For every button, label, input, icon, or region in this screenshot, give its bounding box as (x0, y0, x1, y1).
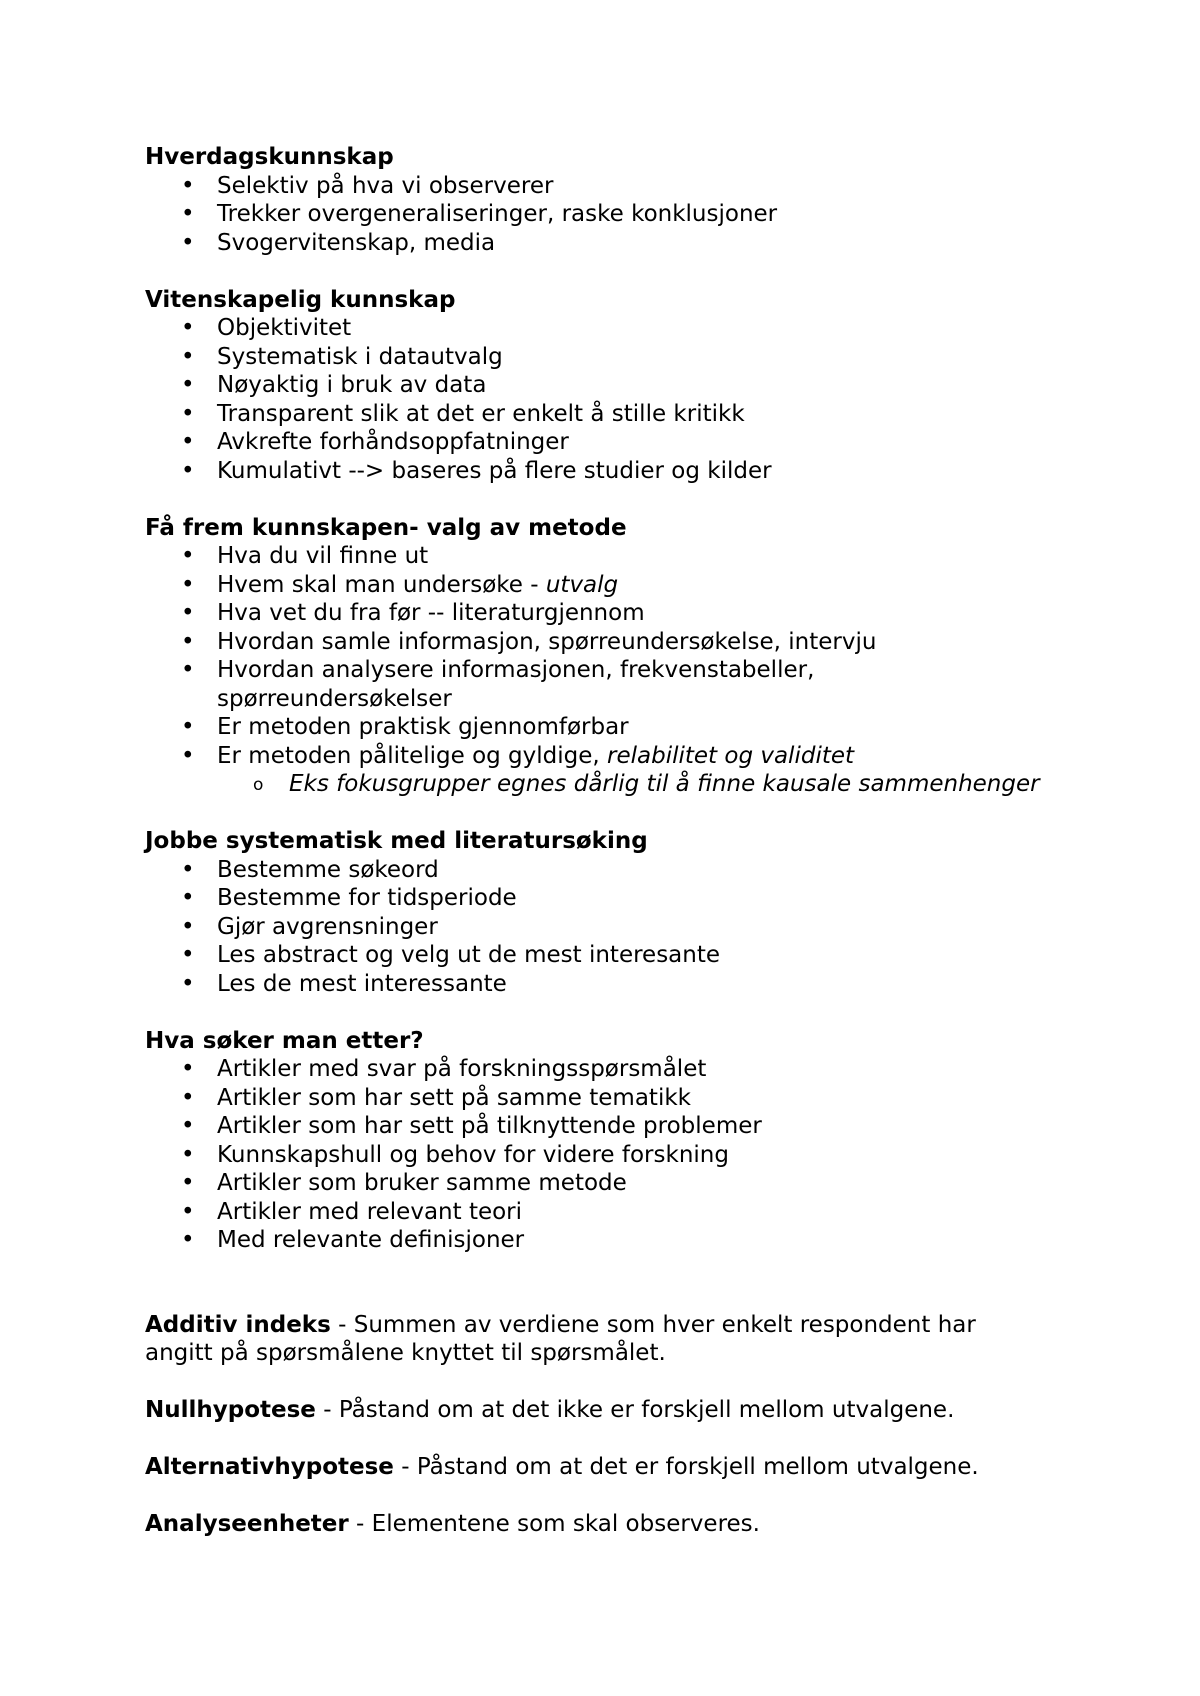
paragraph-spacer (145, 1482, 1045, 1511)
definition-nullhypotese (145, 1396, 1045, 1425)
list-item: • Kunnskapshull og behov for videre forskning (217, 1141, 1045, 1170)
sub-list (217, 770, 1045, 799)
definition-additiv-indeks (145, 1311, 1045, 1368)
list-item (217, 571, 1045, 600)
paragraph-spacer (145, 1425, 1045, 1454)
bullet-list-literatursoking (145, 856, 1045, 999)
paragraph-spacer (145, 485, 1045, 514)
list-item: • Objektivitet (217, 314, 1045, 343)
list-item: • Nøyaktig i bruk av data (217, 371, 1045, 400)
section-heading-vitenskapelig-kunnskap: Vitenskapelig kunnskap (145, 286, 456, 313)
list-item: • Gjør avgrensninger (217, 913, 1045, 942)
paragraph-spacer (145, 998, 1045, 1027)
list-item: • Transparent slik at det er enkelt å stille kritikk (217, 400, 1045, 429)
list-item: • Les abstract og velg ut de mest interesante (217, 941, 1045, 970)
definition-term: Alternativhypotese (145, 1454, 394, 1480)
definition-analyseenheter (145, 1510, 1045, 1539)
list-item: • Hvordan samle informasjon, spørreundersøkelse, intervju (217, 628, 1045, 657)
list-item: • Les de mest interessante (217, 970, 1045, 999)
list-item: • Systematisk i datautvalg (217, 343, 1045, 372)
definition-term: Additiv indeks (145, 1311, 331, 1338)
list-item: • Selektiv på hva vi observerer (217, 172, 1045, 201)
document-page (145, 143, 1045, 1539)
list-item: • Artikler med svar på forskningsspørsmålet (217, 1055, 1045, 1084)
paragraph-spacer (145, 1255, 1045, 1311)
list-item: • Trekker overgeneraliseringer, raske konklusjoner (217, 200, 1045, 229)
list-item: • Svogervitenskap, media (217, 229, 1045, 258)
section-heading-hva-soker-man-etter: Hva søker man etter? (145, 1027, 424, 1054)
definition-term: Nullhypotese (145, 1397, 316, 1423)
paragraph-spacer (145, 799, 1045, 828)
bullet-list-valg-av-metode (145, 542, 1045, 799)
definition-text: - Elementene som skal observeres. (348, 1511, 760, 1537)
section-heading-valg-av-metode: Få frem kunnskapen- valg av metode (145, 514, 627, 541)
section-heading-hverdagskunnskap: Hverdagskunnskap (145, 144, 394, 170)
list-item-text: Er metoden pålitelige og gyldige, (217, 742, 608, 769)
list-item: • Bestemme for tidsperiode (217, 884, 1045, 913)
list-item: • Artikler som bruker samme metode (217, 1169, 1045, 1198)
list-item-text: Hvem skal man undersøke - (217, 571, 546, 598)
list-item: • Artikler som har sett på samme tematikk (217, 1084, 1045, 1113)
list-item (217, 742, 1045, 799)
list-item: • Med relevante definisjoner (217, 1226, 1045, 1255)
list-item: • Artikler som har sett på tilknyttende problemer (217, 1112, 1045, 1141)
list-item-italic-text: relabilitet og validitet (607, 742, 855, 769)
definition-text: - Påstand om at det er forskjell mellom utvalgene. (393, 1454, 979, 1480)
sub-list-item: o Eks fokusgrupper egnes dårlig til å finne kausale sammenhenger (289, 770, 1045, 799)
list-item: • Artikler med relevant teori (217, 1198, 1045, 1227)
list-item-italic-text: utvalg (545, 571, 619, 598)
list-item: • Bestemme søkeord (217, 856, 1045, 885)
list-item: • Hva du vil finne ut (217, 542, 1045, 571)
list-item: • Hva vet du fra før -- literaturgjennom (217, 599, 1045, 628)
section-heading-literatursoking: Jobbe systematisk med literatursøking (145, 828, 648, 854)
paragraph-spacer (145, 1368, 1045, 1397)
list-item: • Kumulativt --> baseres på flere studier og kilder (217, 457, 1045, 486)
definition-alternativhypotese (145, 1453, 1045, 1482)
list-item: • Er metoden praktisk gjennomførbar (217, 713, 1045, 742)
bullet-list-vitenskapelig-kunnskap (145, 314, 1045, 485)
definition-term: Analyseenheter (145, 1511, 349, 1537)
bullet-list-hverdagskunnskap (145, 172, 1045, 258)
list-item: • Hvordan analysere informasjonen, frekvenstabeller, spørreundersøkelser (217, 656, 1045, 713)
definition-text: - Summen av verdiene som hver enkelt respondent har angitt på spørsmålene knyttet til spørsmålet. (145, 1311, 976, 1366)
bullet-list-hva-soker-man-etter (145, 1055, 1045, 1255)
list-item: • Avkrefte forhåndsoppfatninger (217, 428, 1045, 457)
paragraph-spacer (145, 257, 1045, 286)
definition-text: - Påstand om at det ikke er forskjell mellom utvalgene. (315, 1397, 955, 1423)
